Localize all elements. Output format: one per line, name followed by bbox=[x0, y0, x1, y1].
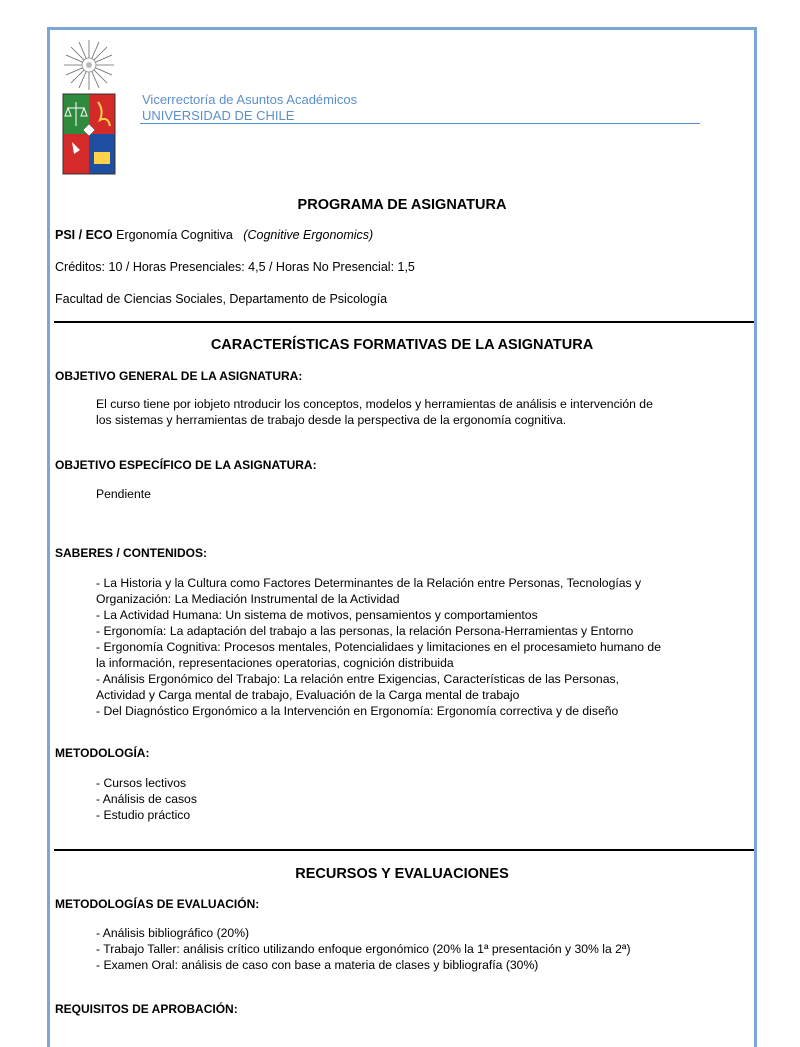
header-university: UNIVERSIDAD DE CHILE bbox=[142, 108, 295, 123]
course-name-en: (Cognitive Ergonomics) bbox=[243, 228, 374, 242]
header-divider bbox=[140, 123, 700, 124]
document-page bbox=[47, 27, 757, 1047]
course-code: PSI / ECO bbox=[55, 228, 113, 242]
general-objective-label: OBJETIVO GENERAL DE LA ASIGNATURA: bbox=[55, 369, 303, 383]
evaluation-item: - Examen Oral: análisis de caso con base a materia de clases y bibliografía (30%) bbox=[96, 958, 539, 972]
general-objective-text bbox=[96, 396, 711, 428]
program-title: PROGRAMA DE ASIGNATURA bbox=[297, 197, 507, 213]
contents-line: - La Historia y la Cultura como Factores Determinantes de la Relación entre Personas, Tecnologías y bbox=[96, 576, 642, 590]
approval-label: REQUISITOS DE APROBACIÓN: bbox=[55, 1002, 238, 1016]
evaluation-label: METODOLOGÍAS DE EVALUACIÓN: bbox=[55, 897, 260, 911]
contents-line: - Análisis Ergonómico del Trabajo: La relación entre Exigencias, Características de las Personas, bbox=[96, 672, 619, 686]
methodology-item: - Estudio práctico bbox=[96, 808, 191, 822]
header-office: Vicerrectoría de Asuntos Académicos bbox=[142, 92, 358, 107]
contents-line: la información, representaciones operatorias, cognición distribuida bbox=[96, 656, 454, 670]
evaluation-list bbox=[96, 925, 711, 973]
university-crest-logo bbox=[60, 38, 118, 176]
contents-line: - Ergonomía Cognitiva: Procesos mentales, Potencialidaes y limitaciones en el procesamieto humano de bbox=[96, 640, 661, 654]
characteristics-title: CARACTERÍSTICAS FORMATIVAS DE LA ASIGNATURA bbox=[210, 337, 594, 353]
methodology-item: - Cursos lectivos bbox=[96, 776, 187, 790]
contents-label: SABERES / CONTENIDOS: bbox=[55, 546, 208, 560]
section-divider bbox=[54, 849, 754, 851]
faculty-line: Facultad de Ciencias Sociales, Departamento de Psicología bbox=[55, 292, 388, 306]
specific-objective-text: Pendiente bbox=[96, 487, 151, 501]
contents-line: Actividad y Carga mental de trabajo, Evaluación de la Carga mental de trabajo bbox=[96, 688, 520, 702]
header-text bbox=[142, 92, 357, 124]
general-objective-line: El curso tiene por iobjeto ntroducir los conceptos, modelos y herramientas de análisis e intervención de bbox=[96, 397, 653, 411]
resources-title: RECURSOS Y EVALUACIONES bbox=[295, 866, 509, 882]
methodology-list bbox=[96, 775, 711, 823]
section-divider bbox=[54, 321, 754, 323]
course-line bbox=[55, 228, 373, 242]
methodology-item: - Análisis de casos bbox=[96, 792, 197, 806]
contents-line: - La Actividad Humana: Un sistema de motivos, pensamientos y comportamientos bbox=[96, 608, 538, 622]
contents-line: - Ergonomía: La adaptación del trabajo a las personas, la relación Persona-Herramientas y Entorno bbox=[96, 624, 634, 638]
evaluation-item: - Trabajo Taller: análisis crítico utilizando enfoque ergonómico (20% la 1ª presentación y 30% la 2ª) bbox=[96, 942, 631, 956]
specific-objective-label: OBJETIVO ESPECÍFICO DE LA ASIGNATURA: bbox=[55, 458, 317, 472]
general-objective-line: los sistemas y herramientas de trabajo desde la perspectiva de la ergonomía cognitiva. bbox=[96, 413, 567, 427]
contents-line: Organización: La Mediación Instrumental de la Actividad bbox=[96, 592, 400, 606]
evaluation-item: - Análisis bibliográfico (20%) bbox=[96, 926, 250, 940]
credits-line: Créditos: 10 / Horas Presenciales: 4,5 / Horas No Presencial: 1,5 bbox=[55, 260, 415, 274]
contents-line: - Del Diagnóstico Ergonómico a la Intervención en Ergonomía: Ergonomía correctiva y de diseño bbox=[96, 704, 619, 718]
methodology-label: METODOLOGÍA: bbox=[55, 746, 150, 760]
course-name: Ergonomía Cognitiva bbox=[116, 228, 233, 242]
contents-list bbox=[96, 575, 711, 719]
